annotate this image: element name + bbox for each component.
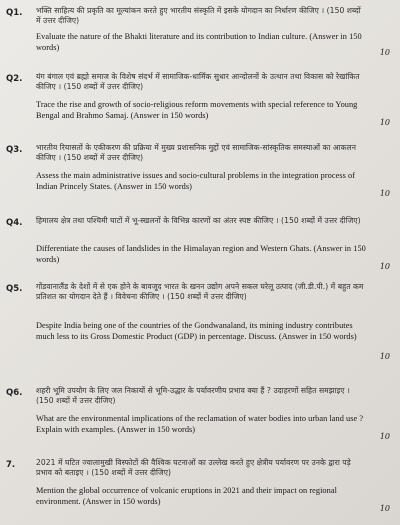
marks: 10 [379, 504, 390, 513]
question-text-hindi: शहरी भूमि उपयोग के लिए जल निकायों से भूमि-उद्धार के पर्यावरणीय प्रभाव क्या हैं ? उदाहरणों सहित समझाइए । (150 शब्दों में उत्तर दीजिए) [36, 386, 350, 405]
question-text-english: Assess the main administrative issues and socio-cultural problems in the integration process of Indian Princely States. (Answer in 150 words) [36, 171, 356, 191]
marks: 10 [379, 352, 390, 361]
question-text-english: Trace the rise and growth of socio-religious reform movements with special reference to Young Bengal and Brahmo Samaj. (Answer in 150 words) [36, 100, 358, 120]
question-number: Q3. [6, 145, 23, 155]
question-text-hindi: यंग बंगाल एवं ब्रह्मो समाज के विशेष संदर्भ में सामाजिक-धार्मिक सुधार आन्दोलनों के उत्थान तथा विकास को रेखांकित कीजिए । (150 शब्दों में उत्तर दीजिए) [36, 72, 360, 91]
marks: 10 [379, 48, 390, 57]
question-number: Q1. [6, 8, 23, 18]
question-text-hindi: हिमालय क्षेत्र तथा पश्चिमी घाटों में भू-स्खलनों के विभिन्न कारणों का अंतर स्पष्ट कीजिए । (150 शब्दों में उत्तर दीजिए) [36, 216, 361, 225]
question-text-english: Evaluate the nature of the Bhakti literature and its contribution to Indian culture. (Answer in 150 words) [36, 32, 362, 52]
question-number: 7. [6, 460, 16, 470]
question-text-hindi: भक्ति साहित्य की प्रकृति का मूल्यांकन करते हुए भारतीय संस्कृति में इसके योगदान का निर्धारण कीजिए । (150 शब्दों में उत्तर दीजिए) [36, 6, 361, 25]
marks: 10 [379, 262, 390, 271]
marks: 10 [379, 432, 390, 441]
marks: 10 [379, 189, 390, 198]
question-number: Q4. [6, 218, 23, 228]
question-number: Q6. [6, 388, 23, 398]
question-number: Q5. [6, 284, 23, 294]
question-text-hindi: भारतीय रियासतों के एकीकरण की प्रक्रिया में मुख्य प्रशासनिक मुद्दों एवं सामाजिक-सांस्कृतिक समस्याओं का आकलन कीजिए । (150 शब्दों में उत्तर दीजिए) [36, 143, 357, 162]
question-text-english: Mention the global occurrence of volcanic eruptions in 2021 and their impact on regional environment. (Answer in 150 words) [36, 486, 337, 506]
question-text-hindi: गोंडवानालैंड के देशों में से एक होने के बावजूद भारत के खनन उद्योग अपने सकल घरेलू उत्पाद (जी.डी.पी.) में बहुत कम प्रतिशत का योगदान देते हैं । विवेचना कीजिए । (150 शब्दों में उत्तर दीजिए) [36, 282, 364, 301]
question-number: Q2. [6, 74, 23, 84]
question-text-english: Despite India being one of the countries of the Gondwanaland, its mining industry contributes much less to its Gross Domestic Product (GDP) in percentage. Discuss. (Answer in 150 words) [36, 321, 357, 341]
question-text-english: What are the environmental implications of the reclamation of water bodies into urban land use ? Explain with examples. (Answer in 150 words) [36, 414, 364, 434]
marks: 10 [379, 118, 390, 127]
question-text-english: Differentiate the causes of landslides in the Himalayan region and Western Ghats. (Answer in 150 words) [36, 244, 366, 264]
question-text-hindi: 2021 में घटित ज्वालामुखी विस्फोटों की वैश्विक घटनाओं का उल्लेख करते हुए क्षेत्रीय पर्यावरण पर उनके द्वारा पड़े प्रभाव को बताइए । (150 शब्दों में उत्तर दीजिए) [36, 458, 351, 477]
